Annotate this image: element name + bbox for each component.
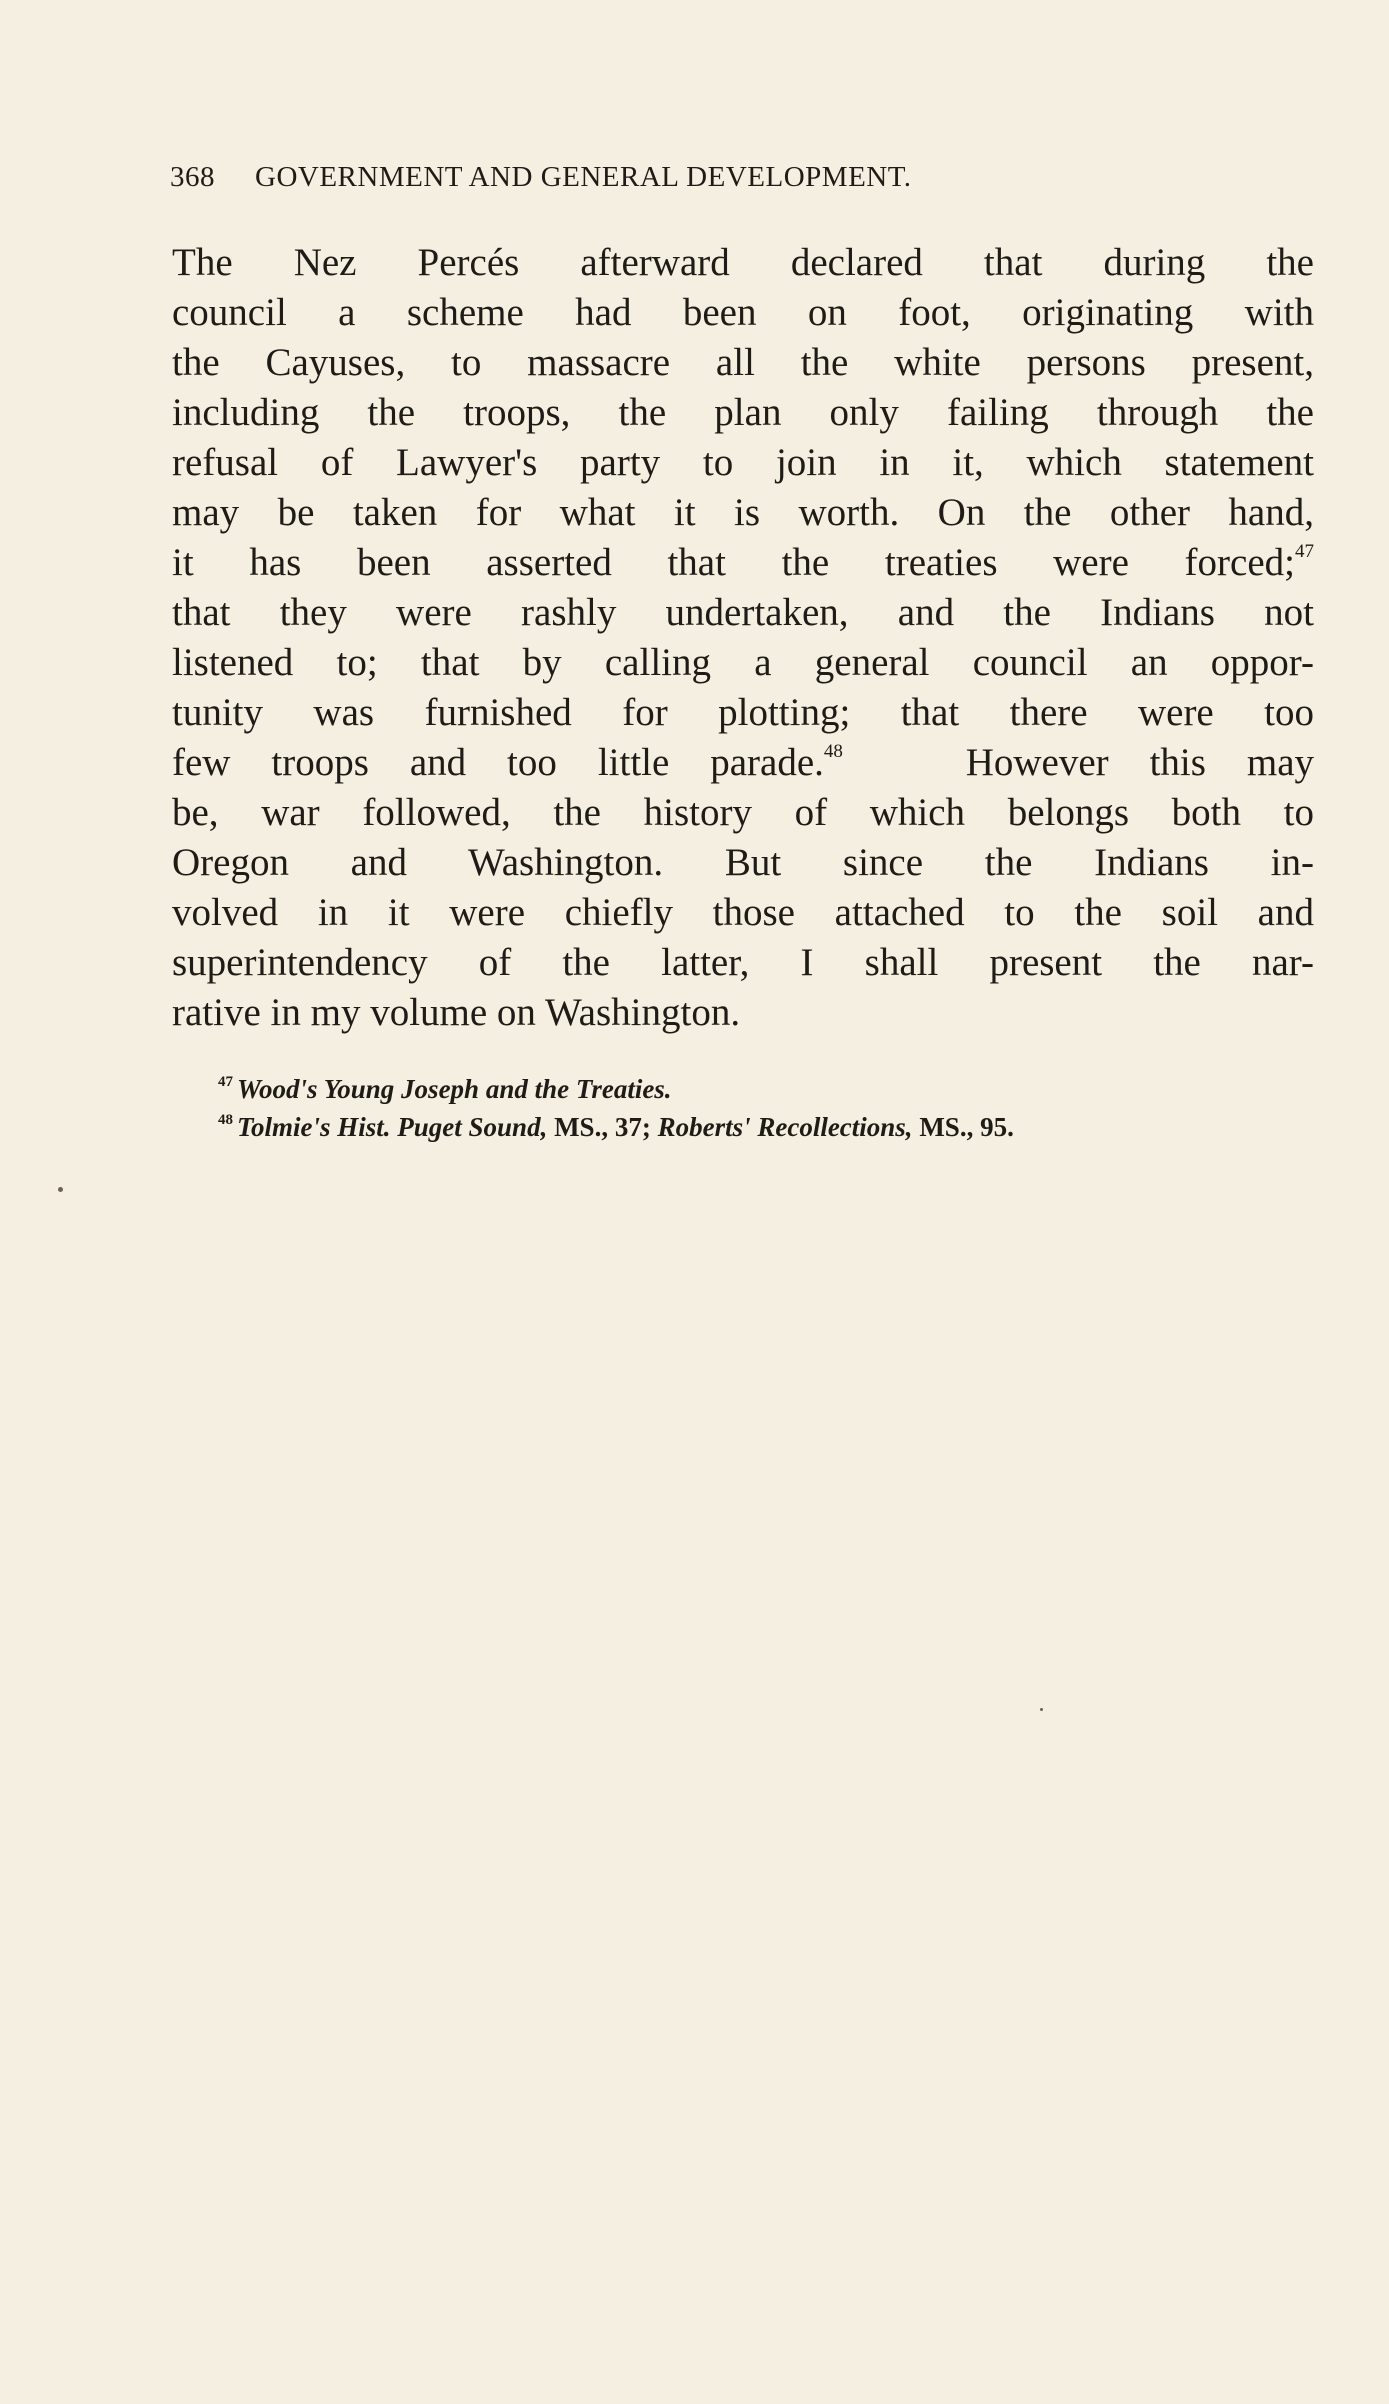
footnote-number: 47 [218, 1074, 233, 1090]
footnote-ref-47: 47 [1295, 541, 1314, 562]
footnote-text: Wood's Young Joseph and the Treaties. [237, 1074, 672, 1104]
text-line: the Cayuses, to massacre all the white persons present, [172, 341, 1314, 384]
text-line-content: However this may [965, 741, 1315, 784]
text-line: be, war followed, the history of which belongs both to [172, 791, 1314, 834]
running-head-title: GOVERNMENT AND GENERAL DEVELOPMENT. [255, 161, 912, 193]
footnote-text: MS., 95. [912, 1112, 1014, 1142]
text-line-with-footnote-ref [172, 538, 1314, 588]
text-line: tunity was furnished for plotting; that there were too [172, 691, 1314, 734]
footnote-47 [218, 1070, 1318, 1108]
paper-speck [58, 1187, 63, 1192]
text-line: The Nez Percés afterward declared that during the [172, 241, 1314, 284]
text-line: rative in my volume on Washington. [172, 991, 741, 1034]
footnote-citation: Tolmie's Hist. Puget Sound, [237, 1112, 548, 1142]
text-line: refusal of Lawyer's party to join in it, which statement [172, 441, 1314, 484]
footnote-number: 48 [218, 1112, 233, 1128]
text-line: Oregon and Washington. But since the Indians in- [172, 841, 1314, 884]
text-line: listened to; that by calling a general council an oppor- [172, 641, 1314, 684]
text-line-content: it has been asserted that the treaties were forced; [172, 541, 1295, 584]
footnote-48 [218, 1108, 1318, 1146]
text-line: may be taken for what it is worth. On the other hand, [172, 491, 1314, 534]
footnotes [218, 1070, 1318, 1146]
text-line: volved in it were chiefly those attached to the soil and [172, 891, 1314, 934]
page-number: 368 [170, 161, 215, 193]
running-head [170, 160, 1310, 194]
footnote-text: MS., 37; [547, 1112, 658, 1142]
paper-speck [1040, 1708, 1043, 1711]
text-line: council a scheme had been on foot, originating with [172, 291, 1314, 334]
footnote-ref-48: 48 [823, 741, 843, 762]
text-line: that they were rashly undertaken, and the Indians not [172, 591, 1314, 634]
footnote-citation: Roberts' Recollections, [657, 1112, 913, 1142]
text-line: including the troops, the plan only failing through the [172, 391, 1314, 434]
text-line-content: few troops and too little parade. [172, 741, 824, 784]
text-line: superintendency of the latter, I shall present the nar- [172, 941, 1314, 984]
body-paragraph [172, 238, 1314, 1038]
text-line-with-footnote-ref [172, 738, 1314, 788]
